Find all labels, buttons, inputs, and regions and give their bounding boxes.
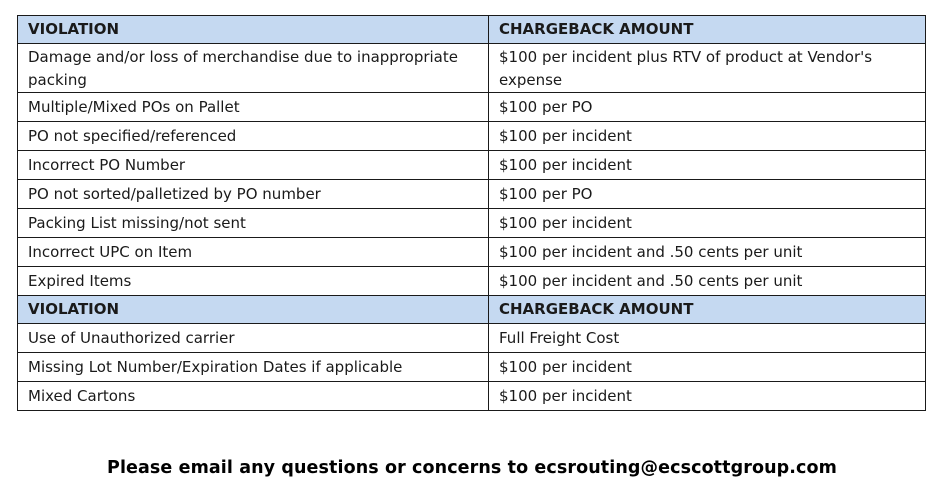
chargeback-amount-header: CHARGEBACK AMOUNT [489,16,926,44]
table-header-row [18,296,926,324]
amount-cell: $100 per incident [489,353,926,382]
violation-cell: Incorrect UPC on Item [18,238,489,267]
table-row [18,267,926,296]
violation-cell: PO not specified/referenced [18,122,489,151]
violation-header: VIOLATION [18,16,489,44]
amount-cell: $100 per PO [489,180,926,209]
chargeback-amount-header: CHARGEBACK AMOUNT [489,296,926,324]
table-row [18,122,926,151]
table-row [18,353,926,382]
amount-cell: $100 per incident [489,151,926,180]
table-header-row [18,16,926,44]
violation-cell: Use of Unauthorized carrier [18,324,489,353]
amount-cell: $100 per incident [489,209,926,238]
violation-cell: Expired Items [18,267,489,296]
contact-email-note: Please email any questions or concerns to ecsrouting@ecscottgroup.com [107,458,837,478]
violation-cell: Mixed Cartons [18,382,489,411]
table-row [18,238,926,267]
violation-cell: Damage and/or loss of merchandise due to inappropriate packing [18,44,489,93]
amount-cell: $100 per incident plus RTV of product at Vendor's expense [489,44,926,93]
amount-cell: $100 per incident and .50 cents per unit [489,267,926,296]
chargeback-table [17,15,926,411]
table-row [18,382,926,411]
violation-cell: Incorrect PO Number [18,151,489,180]
violation-cell: PO not sorted/palletized by PO number [18,180,489,209]
table-row [18,209,926,238]
table-row [18,44,926,93]
amount-cell: Full Freight Cost [489,324,926,353]
violation-cell: Multiple/Mixed POs on Pallet [18,93,489,122]
amount-cell: $100 per incident and .50 cents per unit [489,238,926,267]
table-row [18,93,926,122]
amount-cell: $100 per incident [489,122,926,151]
table-row [18,151,926,180]
violation-cell: Missing Lot Number/Expiration Dates if applicable [18,353,489,382]
table-row [18,180,926,209]
amount-cell: $100 per incident [489,382,926,411]
violation-header: VIOLATION [18,296,489,324]
table-row [18,324,926,353]
violation-cell: Packing List missing/not sent [18,209,489,238]
amount-cell: $100 per PO [489,93,926,122]
